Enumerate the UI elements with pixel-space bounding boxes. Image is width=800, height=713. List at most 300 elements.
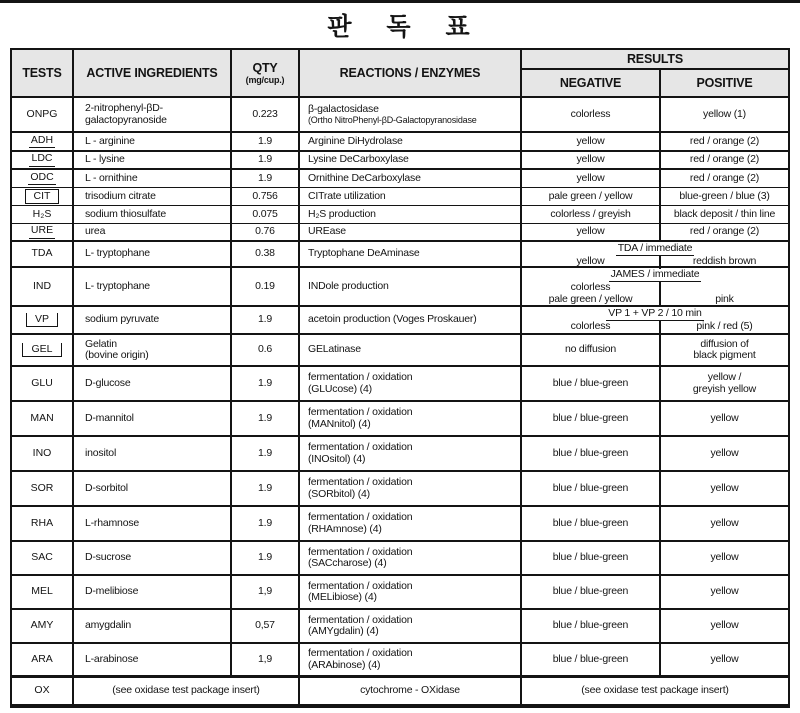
result-negative: [522, 170, 659, 187]
reaction-line: (MELibiose) (4): [308, 591, 377, 603]
result-halves: [522, 256, 788, 269]
result-banner-text: JAMES / immediate: [610, 268, 700, 280]
cell-active-ingredient: [74, 576, 232, 608]
result-positive: [659, 576, 788, 608]
cell-qty: 1,9: [232, 576, 300, 608]
test-label: VP: [26, 313, 58, 328]
test-label: INO: [32, 446, 52, 459]
result-positive-line: yellow: [710, 652, 739, 665]
cell-qty: 0.6: [232, 335, 300, 365]
ingredient-line: sodium thiosulfate: [85, 207, 167, 220]
top-rule: [0, 0, 800, 3]
result-positive: [659, 98, 788, 131]
cell-results: [522, 242, 788, 266]
result-negative-line: blue / blue-green: [552, 516, 629, 529]
result-negative: [522, 542, 659, 574]
test-label: SOR: [30, 481, 54, 494]
result-negative: [522, 282, 659, 306]
table-body: [12, 98, 788, 704]
result-negative-line: pale green / yellow: [548, 189, 633, 202]
cell-results: [522, 268, 788, 305]
ingredient-line: D-melibiose: [85, 585, 139, 598]
cell-test: [12, 268, 74, 305]
cell-active-ingredient: [74, 437, 232, 470]
cell-results: [522, 170, 788, 187]
reaction-line: (GLUcose) (4): [308, 382, 372, 395]
test-label: LDC: [29, 153, 54, 167]
result-positive: [659, 644, 788, 675]
table-row: [12, 268, 788, 307]
header-active-ingredients: ACTIVE INGREDIENTS: [74, 50, 232, 96]
cell-results: [522, 542, 788, 574]
cell-qty: 0.19: [232, 268, 300, 305]
ingredient-line: amygdalin: [85, 619, 132, 632]
cell-reaction: [300, 152, 522, 168]
result-halves: [522, 282, 788, 306]
cell-results: [522, 335, 788, 365]
result-positive: [659, 610, 788, 642]
test-label: ARA: [31, 652, 53, 665]
reaction-line: (SACcharose) (4): [308, 557, 387, 569]
result-positive-line: yellow /: [707, 371, 742, 383]
table-row: [12, 576, 788, 610]
cell-active-ingredient: [74, 170, 232, 187]
result-positive: [659, 188, 788, 205]
result-positive: [659, 224, 788, 240]
cell-qty: 1.9: [232, 152, 300, 168]
result-positive-line: diffusion of: [700, 337, 749, 350]
reaction-line: GELatinase: [308, 343, 361, 356]
result-negative-line: blue / blue-green: [552, 652, 629, 665]
result-positive: [659, 170, 788, 187]
cell-reaction: [300, 224, 522, 240]
result-negative: [522, 224, 659, 240]
header-results: RESULTS: [522, 50, 788, 70]
table-row: [12, 437, 788, 472]
ingredient-line: L - arginine: [85, 134, 135, 147]
test-label: OX: [34, 684, 50, 697]
ingredient-line: inositol: [85, 446, 117, 459]
result-positive: [659, 152, 788, 168]
cell-qty: 0.76: [232, 224, 300, 240]
header-results-split: [522, 70, 788, 96]
table-row: [12, 542, 788, 576]
reaction-line: H₂S production: [308, 207, 376, 220]
table-row: [12, 367, 788, 402]
ingredient-line: D-sorbitol: [85, 481, 128, 494]
result-negative: [522, 610, 659, 642]
result-negative-line: blue / blue-green: [552, 446, 629, 459]
cell-test: [12, 678, 74, 704]
ingredient-line: L - lysine: [85, 153, 125, 166]
ingredient-line: L-arabinose: [85, 652, 139, 665]
test-label: URE: [29, 225, 55, 239]
result-negative-line: yellow: [576, 134, 605, 147]
cell-reaction: cytochrome - OXidase: [300, 678, 522, 704]
table-row: [12, 472, 788, 507]
cell-test: [12, 644, 74, 675]
cell-qty: 1,9: [232, 644, 300, 675]
test-label: ADH: [29, 135, 55, 149]
table-row: [12, 224, 788, 242]
cell-active-ingredient: [74, 507, 232, 540]
ingredient-line: Gelatin: [85, 337, 117, 350]
cell-test: [12, 224, 74, 240]
result-negative-line: no diffusion: [564, 343, 617, 356]
cell-reaction: [300, 367, 522, 400]
result-halves: [522, 321, 788, 334]
cell-test: [12, 152, 74, 168]
result-negative-line: colorless: [570, 107, 611, 120]
result-negative-line: colorless / greyish: [550, 207, 631, 220]
reaction-line: β-galactosidase: [308, 102, 379, 115]
result-negative: [522, 152, 659, 168]
test-label: GEL: [22, 343, 61, 358]
result-negative-line: yellow: [576, 171, 605, 184]
test-label: TDA: [31, 247, 53, 260]
result-positive-line: blue-green / blue (3): [679, 189, 770, 202]
reaction-line: acetoin production (Voges Proskauer): [308, 313, 477, 326]
result-positive: [659, 472, 788, 505]
cell-qty: 1.9: [232, 507, 300, 540]
table-row: [12, 98, 788, 133]
cell-test: [12, 437, 74, 470]
result-negative-line: yellow: [576, 153, 605, 166]
cell-test: [12, 507, 74, 540]
result-negative-line: blue / blue-green: [552, 551, 629, 564]
cell-active-ingredient: [74, 98, 232, 131]
result-banner-group: [522, 268, 788, 305]
table-row: [12, 188, 788, 206]
test-label: CIT: [25, 189, 60, 205]
result-negative: [522, 437, 659, 470]
cell-reaction: [300, 170, 522, 187]
result-negative: [522, 335, 659, 365]
result-negative-line: pale green / yellow: [548, 292, 633, 305]
cell-results: [522, 133, 788, 150]
cell-active-ingredient: [74, 402, 232, 435]
test-label: MAN: [30, 411, 54, 424]
result-positive-line: red / orange (2): [689, 153, 760, 166]
cell-reaction: [300, 472, 522, 505]
cell-reaction: [300, 188, 522, 205]
reaction-line: CITrate utilization: [308, 189, 386, 202]
cell-test: [12, 188, 74, 205]
cell-qty: 1.9: [232, 170, 300, 187]
reaction-line: fermentation / oxidation: [308, 613, 413, 626]
cell-reaction: [300, 268, 522, 305]
result-positive-line: yellow: [710, 585, 739, 598]
test-label: GLU: [31, 376, 53, 389]
table-row: [12, 152, 788, 170]
table-header-row: [12, 50, 788, 98]
reaction-line: (MANnitol) (4): [308, 417, 371, 430]
header-tests: TESTS: [12, 50, 74, 96]
cell-test: [12, 133, 74, 150]
cell-results: [522, 206, 788, 223]
cell-results: [522, 610, 788, 642]
result-banner-group: [522, 242, 788, 266]
result-negative: [522, 507, 659, 540]
result-negative-line: yellow: [576, 255, 605, 267]
reaction-line: fermentation / oxidation: [308, 371, 413, 383]
reaction-line: Tryptophane DeAminase: [308, 247, 420, 260]
reaction-line: UREase: [308, 225, 346, 238]
cell-test: [12, 98, 74, 131]
ingredient-line: sodium pyruvate: [85, 313, 160, 326]
cell-reaction: [300, 242, 522, 266]
cell-qty: 0.223: [232, 98, 300, 131]
reading-table: [10, 48, 790, 708]
cell-test: [12, 576, 74, 608]
result-positive: [659, 282, 788, 306]
cell-active-ingredient: [74, 307, 232, 333]
cell-reaction: [300, 576, 522, 608]
cell-active-ingredient: [74, 335, 232, 365]
result-negative: [522, 402, 659, 435]
table-row: [12, 610, 788, 644]
result-positive-line: yellow: [710, 446, 739, 459]
result-positive-line: yellow: [710, 516, 739, 529]
cell-results: [522, 98, 788, 131]
cell-active-ingredient: [74, 133, 232, 150]
ingredient-line: L- tryptophane: [85, 247, 150, 260]
cell-active-ingredient: [74, 152, 232, 168]
table-row: [12, 170, 788, 188]
cell-active-ingredient: [74, 224, 232, 240]
result-positive-line: black deposit / thin line: [673, 207, 776, 220]
ingredient-line: galactopyranoside: [85, 113, 167, 126]
cell-qty: 0,57: [232, 610, 300, 642]
reaction-line: fermentation / oxidation: [308, 406, 413, 418]
cell-active-ingredient: [74, 206, 232, 223]
cell-results: [522, 188, 788, 205]
result-negative-line: colorless: [570, 320, 611, 332]
reaction-line: Ornithine DeCarboxylase: [308, 171, 421, 184]
test-label: SAC: [31, 551, 53, 564]
result-positive: [659, 133, 788, 150]
cell-qty: 1.9: [232, 437, 300, 470]
header-qty: [232, 50, 300, 96]
ingredient-line: urea: [85, 225, 106, 238]
reaction-line: (RHAmnose) (4): [308, 522, 382, 535]
cell-results: [522, 307, 788, 333]
result-positive: [659, 335, 788, 365]
header-results-group: [522, 50, 788, 96]
table-row: [12, 242, 788, 268]
table-row: [12, 133, 788, 152]
result-positive: [659, 256, 788, 269]
result-negative-line: blue / blue-green: [552, 411, 629, 424]
header-positive: POSITIVE: [659, 70, 788, 96]
reaction-line: fermentation / oxidation: [308, 545, 413, 558]
cell-reaction: [300, 644, 522, 675]
result-positive: [659, 542, 788, 574]
cell-reaction: [300, 206, 522, 223]
reaction-line: fermentation / oxidation: [308, 476, 413, 488]
table-row: [12, 644, 788, 678]
cell-test: [12, 402, 74, 435]
page-title: 판 독 표: [327, 13, 473, 41]
result-negative: [522, 576, 659, 608]
cell-reaction: [300, 402, 522, 435]
cell-reaction: [300, 507, 522, 540]
cell-active-ingredient: [74, 542, 232, 574]
cell-test: [12, 307, 74, 333]
result-negative-line: blue / blue-green: [552, 619, 629, 632]
result-positive: [659, 367, 788, 400]
cell-reaction: [300, 610, 522, 642]
result-positive-line: red / orange (2): [689, 171, 760, 184]
cell-active-ingredient: [74, 268, 232, 305]
reaction-line: (AMYgdalin) (4): [308, 625, 379, 637]
result-positive: [659, 321, 788, 334]
cell-active-ingredient: [74, 472, 232, 505]
header-qty-unit: (mg/cup.): [245, 74, 285, 85]
result-banner-group: [522, 307, 788, 333]
result-positive-line: pink: [715, 292, 734, 305]
cell-reaction: [300, 307, 522, 333]
table-row: [12, 307, 788, 335]
result-negative: [522, 472, 659, 505]
ingredient-line: 2-nitrophenyl-βD-: [85, 102, 163, 114]
result-negative-line: blue / blue-green: [552, 481, 629, 494]
result-positive-line: yellow: [710, 619, 739, 632]
cell-qty: 0.756: [232, 188, 300, 205]
result-negative-line: blue / blue-green: [552, 585, 629, 598]
cell-results-merged: (see oxidase test package insert): [581, 684, 729, 697]
table-row: [12, 206, 788, 224]
cell-qty: 1.9: [232, 542, 300, 574]
cell-test: [12, 367, 74, 400]
test-label: RHA: [30, 516, 54, 529]
cell-results: [522, 367, 788, 400]
cell-results: [522, 472, 788, 505]
result-negative: [522, 367, 659, 400]
reaction-line: Lysine DeCarboxylase: [308, 153, 409, 166]
header-reactions-enzymes: REACTIONS / ENZYMES: [300, 50, 522, 96]
result-banner-text: VP 1 + VP 2 / 10 min: [608, 307, 702, 319]
cell-active-ingredient: [74, 188, 232, 205]
reaction-line: fermentation / oxidation: [308, 511, 413, 523]
table-row: [12, 678, 788, 704]
result-banner: [522, 242, 788, 256]
ingredient-line: trisodium citrate: [85, 189, 156, 202]
ingredient-line: D-mannitol: [85, 411, 134, 424]
reaction-line: (SORbitol) (4): [308, 487, 370, 500]
result-positive-line: yellow: [710, 411, 739, 424]
ingredient-line: L - ornithine: [85, 171, 138, 184]
cell-test: [12, 206, 74, 223]
result-positive-line: yellow: [710, 551, 739, 564]
ingredient-line: D-sucrose: [85, 551, 132, 564]
cell-active-ingredient: [74, 367, 232, 400]
reaction-line: fermentation / oxidation: [308, 647, 413, 659]
result-negative-line: colorless: [570, 281, 611, 293]
test-label: AMY: [30, 619, 54, 632]
cell-test: [12, 242, 74, 266]
result-positive-line: yellow: [710, 481, 739, 494]
result-negative: [522, 188, 659, 205]
reaction-subline: (Ortho NitroPhenyl-βD-Galactopyranosidase: [308, 115, 477, 126]
cell-ingredients-qty-merged: (see oxidase test package insert): [74, 678, 300, 704]
cell-results: [522, 152, 788, 168]
cell-qty: 1.9: [232, 472, 300, 505]
ingredient-line: (bovine origin): [85, 349, 149, 361]
result-positive: [659, 437, 788, 470]
result-banner: [522, 268, 788, 282]
reaction-line: Arginine DiHydrolase: [308, 134, 403, 147]
table-row: [12, 507, 788, 542]
result-positive-line: reddish brown: [692, 255, 757, 267]
result-negative-line: yellow: [576, 225, 605, 238]
cell-qty: 0.075: [232, 206, 300, 223]
result-negative: [522, 133, 659, 150]
ingredient-line: L-rhamnose: [85, 516, 140, 529]
reaction-line: INDole production: [308, 279, 389, 292]
cell-qty: 0.38: [232, 242, 300, 266]
cell-test: [12, 335, 74, 365]
result-positive-line: pink / red (5): [696, 320, 753, 332]
cell-qty: 1.9: [232, 133, 300, 150]
cell-reaction: [300, 437, 522, 470]
cell-qty: 1.9: [232, 307, 300, 333]
result-banner: [522, 307, 788, 321]
result-positive-line: greyish yellow: [692, 382, 757, 395]
cell-reaction: [300, 542, 522, 574]
table-row: [12, 402, 788, 437]
reaction-line: fermentation / oxidation: [308, 579, 413, 592]
result-positive: [659, 206, 788, 223]
cell-results: [522, 437, 788, 470]
test-label: ONPG: [26, 107, 58, 120]
header-qty-label: QTY: [252, 60, 278, 75]
cell-results: [522, 644, 788, 675]
cell-results: [522, 576, 788, 608]
cell-test: [12, 542, 74, 574]
table-row: [12, 335, 788, 367]
result-positive-line: red / orange (2): [689, 134, 760, 147]
result-negative-line: blue / blue-green: [552, 376, 629, 389]
reaction-line: (ARAbinose) (4): [308, 658, 381, 671]
cell-active-ingredient: [74, 644, 232, 675]
result-negative: [522, 256, 659, 269]
test-label: MEL: [31, 585, 53, 598]
cell-active-ingredient: [74, 242, 232, 266]
cell-test: [12, 610, 74, 642]
ingredient-line: L- tryptophane: [85, 279, 150, 292]
result-banner-text: TDA / immediate: [617, 242, 693, 254]
cell-reaction: [300, 133, 522, 150]
cell-test: [12, 170, 74, 187]
test-label: IND: [32, 279, 52, 292]
result-positive: [659, 507, 788, 540]
cell-reaction: [300, 335, 522, 365]
result-negative: [522, 206, 659, 223]
ingredient-line: D-glucose: [85, 376, 131, 389]
cell-qty: 1.9: [232, 402, 300, 435]
result-negative: [522, 321, 659, 334]
cell-results: [522, 402, 788, 435]
result-positive-line: red / orange (2): [689, 225, 760, 238]
header-negative: NEGATIVE: [559, 75, 622, 90]
cell-qty: 1.9: [232, 367, 300, 400]
result-positive-line: yellow (1): [703, 107, 746, 120]
cell-test: [12, 472, 74, 505]
result-positive: [659, 402, 788, 435]
cell-active-ingredient: [74, 610, 232, 642]
cell-results: [522, 224, 788, 240]
